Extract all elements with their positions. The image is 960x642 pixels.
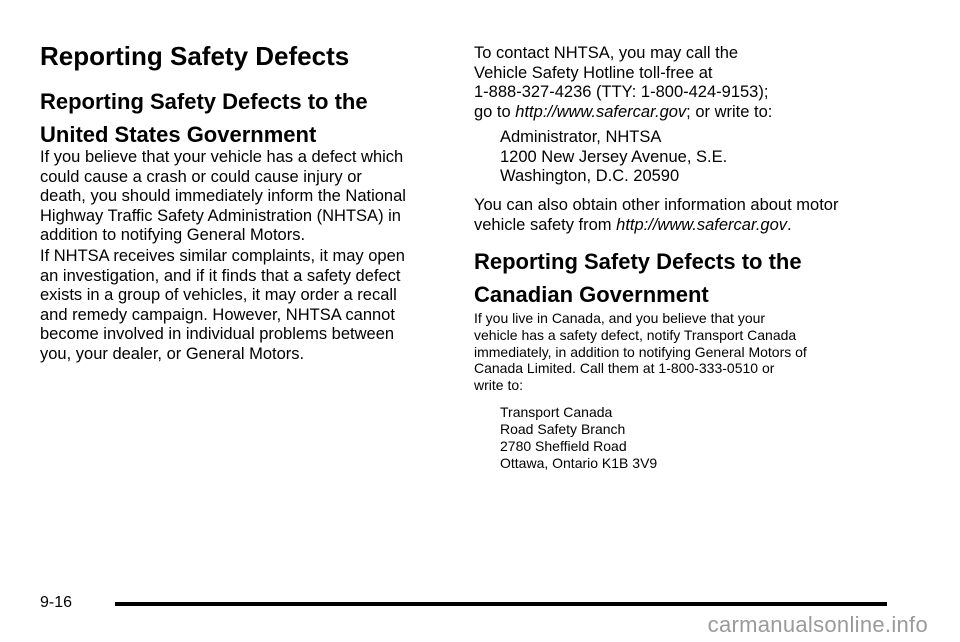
us-section-heading: Reporting Safety Defects to the United States Government	[40, 89, 368, 147]
canada-section-paragraph: If you live in Canada, and you believe that your vehicle has a safety defect, notify Transport Canada immediately, in addition to notifying General Motors of Canada Limited. Call them at 1-800-333-0510 or write to:	[474, 310, 807, 394]
contact-paragraph: To contact NHTSA, you may call the Vehicle Safety Hotline toll-free at 1-888-327-4236 (TTY: 1-800-424-9153); go to http://www.safercar.gov; or write to:	[474, 44, 773, 121]
canada-section-heading: Reporting Safety Defects to the Canadian Government	[474, 249, 802, 307]
info-paragraph: You can also obtain other information about motor vehicle safety from http://www.safercar.gov.	[474, 196, 839, 234]
safercar-link[interactable]: http://www.safercar.gov	[515, 102, 687, 121]
transport-canada-address: Transport Canada Road Safety Branch 2780 Sheffield Road Ottawa, Ontario K1B 3V9	[500, 404, 658, 471]
nhtsa-address: Administrator, NHTSA 1200 New Jersey Avenue, S.E. Washington, D.C. 20590	[500, 128, 728, 185]
us-section-paragraph-2: If NHTSA receives similar complaints, it may open an investigation, and if it finds that a safety defect exists in a group of vehicles, it may order a recall and remedy campaign. However, NHTSA cannot become involved in individual problems between you, your dealer, or General Motors.	[40, 247, 405, 363]
page-title: Reporting Safety Defects	[40, 41, 350, 71]
page-number: 9-16	[40, 594, 73, 611]
footer-rule	[115, 602, 887, 606]
us-section-paragraph-1: If you believe that your vehicle has a defect which could cause a crash or could cause injury or death, you should immediately inform the National Highway Traffic Safety Administration (NHTSA) in addition to notifying General Motors.	[40, 148, 406, 244]
watermark: carmanualsonline.info	[707, 612, 928, 637]
safercar-info-link[interactable]: http://www.safercar.gov	[616, 215, 788, 234]
